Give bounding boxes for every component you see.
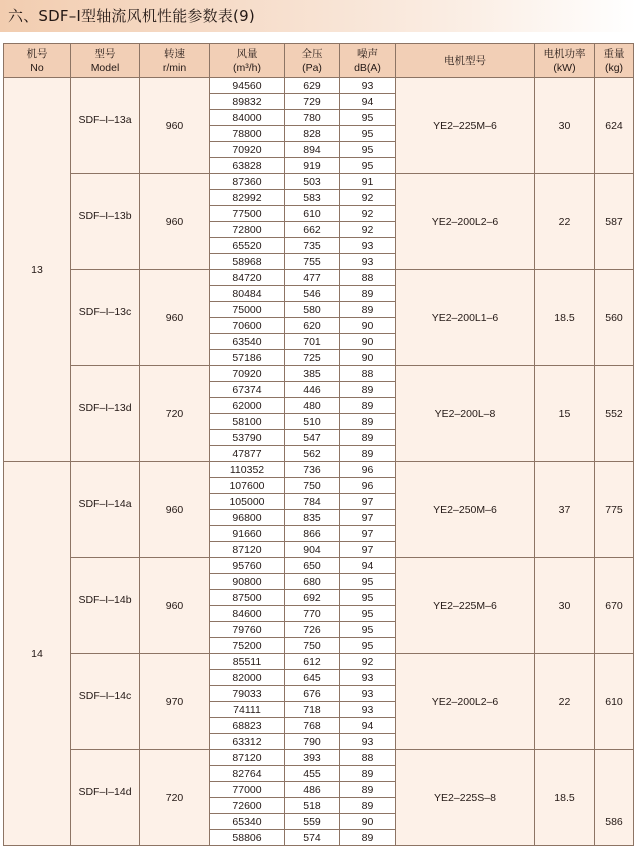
flow-cell: 87360 xyxy=(210,174,285,190)
speed-cell: 960 xyxy=(140,270,210,366)
pressure-cell: 580 xyxy=(285,302,340,318)
flow-cell: 95760 xyxy=(210,558,285,574)
noise-cell: 88 xyxy=(340,750,396,766)
pressure-cell: 718 xyxy=(285,702,340,718)
flow-cell: 87120 xyxy=(210,542,285,558)
noise-cell: 92 xyxy=(340,654,396,670)
pressure-cell: 559 xyxy=(285,814,340,830)
noise-cell: 90 xyxy=(340,814,396,830)
speed-cell: 960 xyxy=(140,558,210,654)
pressure-cell: 894 xyxy=(285,142,340,158)
model-cell: SDF–I–14a xyxy=(71,462,140,558)
noise-cell: 97 xyxy=(340,494,396,510)
speed-cell: 960 xyxy=(140,78,210,174)
noise-cell: 93 xyxy=(340,702,396,718)
pressure-cell: 562 xyxy=(285,446,340,462)
pressure-cell: 770 xyxy=(285,606,340,622)
header-flow: 风量 (m³/h) xyxy=(210,44,285,78)
power-cell: 37 xyxy=(535,462,595,558)
pressure-cell: 385 xyxy=(285,366,340,382)
noise-cell: 89 xyxy=(340,286,396,302)
noise-cell: 97 xyxy=(340,510,396,526)
table-row xyxy=(4,366,634,382)
noise-cell: 89 xyxy=(340,302,396,318)
pressure-cell: 629 xyxy=(285,78,340,94)
pressure-cell: 547 xyxy=(285,430,340,446)
speed-cell: 960 xyxy=(140,462,210,558)
weight-cell: 624 xyxy=(595,78,634,174)
table-row xyxy=(4,78,634,94)
flow-cell: 80484 xyxy=(210,286,285,302)
header-motor: 电机型号 xyxy=(396,44,535,78)
noise-cell: 89 xyxy=(340,830,396,846)
flow-cell: 96800 xyxy=(210,510,285,526)
flow-cell: 63828 xyxy=(210,158,285,174)
pressure-cell: 828 xyxy=(285,126,340,142)
flow-cell: 94560 xyxy=(210,78,285,94)
machine-no-cell: 14 xyxy=(4,462,71,846)
noise-cell: 96 xyxy=(340,462,396,478)
flow-cell: 65340 xyxy=(210,814,285,830)
noise-cell: 94 xyxy=(340,718,396,734)
pressure-cell: 866 xyxy=(285,526,340,542)
table-row xyxy=(4,462,634,478)
pressure-cell: 835 xyxy=(285,510,340,526)
flow-cell: 47877 xyxy=(210,446,285,462)
flow-cell: 87500 xyxy=(210,590,285,606)
header-power: 电机功率 (kW) xyxy=(535,44,595,78)
noise-cell: 93 xyxy=(340,734,396,750)
model-cell: SDF–I–13b xyxy=(71,174,140,270)
pressure-cell: 676 xyxy=(285,686,340,702)
pressure-cell: 790 xyxy=(285,734,340,750)
flow-cell: 58100 xyxy=(210,414,285,430)
motor-cell: YE2–225S–8 xyxy=(396,750,535,846)
noise-cell: 95 xyxy=(340,574,396,590)
noise-cell: 96 xyxy=(340,478,396,494)
noise-cell: 89 xyxy=(340,398,396,414)
flow-cell: 58806 xyxy=(210,830,285,846)
pressure-cell: 780 xyxy=(285,110,340,126)
flow-cell: 84720 xyxy=(210,270,285,286)
noise-cell: 93 xyxy=(340,78,396,94)
flow-cell: 84600 xyxy=(210,606,285,622)
noise-cell: 93 xyxy=(340,254,396,270)
flow-cell: 79033 xyxy=(210,686,285,702)
noise-cell: 92 xyxy=(340,206,396,222)
model-cell: SDF–I–13c xyxy=(71,270,140,366)
pressure-cell: 701 xyxy=(285,334,340,350)
pressure-cell: 784 xyxy=(285,494,340,510)
flow-cell: 82000 xyxy=(210,670,285,686)
flow-cell: 58968 xyxy=(210,254,285,270)
noise-cell: 97 xyxy=(340,542,396,558)
flow-cell: 85511 xyxy=(210,654,285,670)
noise-cell: 89 xyxy=(340,382,396,398)
pressure-cell: 510 xyxy=(285,414,340,430)
flow-cell: 72600 xyxy=(210,798,285,814)
header-speed: 转速 r/min xyxy=(140,44,210,78)
noise-cell: 88 xyxy=(340,270,396,286)
motor-cell: YE2–225M–6 xyxy=(396,78,535,174)
noise-cell: 93 xyxy=(340,670,396,686)
power-cell: 22 xyxy=(535,654,595,750)
noise-cell: 94 xyxy=(340,558,396,574)
motor-cell: YE2–250M–6 xyxy=(396,462,535,558)
noise-cell: 93 xyxy=(340,686,396,702)
pressure-cell: 477 xyxy=(285,270,340,286)
pressure-cell: 662 xyxy=(285,222,340,238)
flow-cell: 70600 xyxy=(210,318,285,334)
title-bar xyxy=(0,0,636,32)
header-model: 型号 Model xyxy=(71,44,140,78)
power-cell: 18.5 xyxy=(535,270,595,366)
flow-cell: 68823 xyxy=(210,718,285,734)
pressure-cell: 755 xyxy=(285,254,340,270)
weight-cell: 560 xyxy=(595,270,634,366)
speed-cell: 960 xyxy=(140,174,210,270)
pressure-cell: 650 xyxy=(285,558,340,574)
pressure-cell: 750 xyxy=(285,478,340,494)
noise-cell: 95 xyxy=(340,158,396,174)
flow-cell: 89832 xyxy=(210,94,285,110)
flow-cell: 107600 xyxy=(210,478,285,494)
pressure-cell: 919 xyxy=(285,158,340,174)
pressure-cell: 480 xyxy=(285,398,340,414)
pressure-cell: 610 xyxy=(285,206,340,222)
machine-no-cell: 13 xyxy=(4,78,71,462)
motor-cell: YE2–200L–8 xyxy=(396,366,535,462)
pressure-cell: 486 xyxy=(285,782,340,798)
motor-cell: YE2–225M–6 xyxy=(396,558,535,654)
weight-cell: 552 xyxy=(595,366,634,462)
model-cell: SDF–I–13d xyxy=(71,366,140,462)
flow-cell: 65520 xyxy=(210,238,285,254)
weight-cell: 610 xyxy=(595,654,634,750)
flow-cell: 62000 xyxy=(210,398,285,414)
pressure-cell: 725 xyxy=(285,350,340,366)
model-cell: SDF–I–14b xyxy=(71,558,140,654)
noise-cell: 90 xyxy=(340,334,396,350)
noise-cell: 89 xyxy=(340,782,396,798)
pressure-cell: 546 xyxy=(285,286,340,302)
table-header-row xyxy=(4,44,634,78)
weight-cell: 670 xyxy=(595,558,634,654)
flow-cell: 75000 xyxy=(210,302,285,318)
flow-cell: 53790 xyxy=(210,430,285,446)
flow-cell: 82992 xyxy=(210,190,285,206)
flow-cell: 74111 xyxy=(210,702,285,718)
table-row xyxy=(4,654,634,670)
speed-cell: 720 xyxy=(140,366,210,462)
noise-cell: 95 xyxy=(340,142,396,158)
pressure-cell: 750 xyxy=(285,638,340,654)
flow-cell: 77000 xyxy=(210,782,285,798)
noise-cell: 89 xyxy=(340,446,396,462)
power-cell: 30 xyxy=(535,558,595,654)
noise-cell: 91 xyxy=(340,174,396,190)
pressure-cell: 612 xyxy=(285,654,340,670)
pressure-cell: 729 xyxy=(285,94,340,110)
noise-cell: 92 xyxy=(340,190,396,206)
noise-cell: 94 xyxy=(340,94,396,110)
header-pressure: 全压 (Pa) xyxy=(285,44,340,78)
flow-cell: 91660 xyxy=(210,526,285,542)
flow-cell: 87120 xyxy=(210,750,285,766)
page-title: 六、SDF–I型轴流风机性能参数表(9) xyxy=(8,7,255,25)
flow-cell: 72800 xyxy=(210,222,285,238)
flow-cell: 84000 xyxy=(210,110,285,126)
pressure-cell: 446 xyxy=(285,382,340,398)
noise-cell: 95 xyxy=(340,126,396,142)
motor-cell: YE2–200L1–6 xyxy=(396,270,535,366)
noise-cell: 95 xyxy=(340,638,396,654)
pressure-cell: 735 xyxy=(285,238,340,254)
pressure-cell: 736 xyxy=(285,462,340,478)
noise-cell: 88 xyxy=(340,366,396,382)
noise-cell: 90 xyxy=(340,350,396,366)
speed-cell: 970 xyxy=(140,654,210,750)
noise-cell: 95 xyxy=(340,622,396,638)
noise-cell: 89 xyxy=(340,766,396,782)
power-cell: 30 xyxy=(535,78,595,174)
flow-cell: 63312 xyxy=(210,734,285,750)
noise-cell: 93 xyxy=(340,238,396,254)
flow-cell: 57186 xyxy=(210,350,285,366)
motor-cell: YE2–200L2–6 xyxy=(396,654,535,750)
pressure-cell: 503 xyxy=(285,174,340,190)
flow-cell: 75200 xyxy=(210,638,285,654)
header-weight: 重量 (kg) xyxy=(595,44,634,78)
pressure-cell: 692 xyxy=(285,590,340,606)
pressure-cell: 393 xyxy=(285,750,340,766)
noise-cell: 90 xyxy=(340,318,396,334)
pressure-cell: 574 xyxy=(285,830,340,846)
pressure-cell: 620 xyxy=(285,318,340,334)
flow-cell: 78800 xyxy=(210,126,285,142)
noise-cell: 95 xyxy=(340,110,396,126)
noise-cell: 97 xyxy=(340,526,396,542)
table-row xyxy=(4,558,634,574)
pressure-cell: 680 xyxy=(285,574,340,590)
flow-cell: 105000 xyxy=(210,494,285,510)
pressure-cell: 726 xyxy=(285,622,340,638)
pressure-cell: 768 xyxy=(285,718,340,734)
flow-cell: 63540 xyxy=(210,334,285,350)
header-no: 机号 No xyxy=(4,44,71,78)
flow-cell: 79760 xyxy=(210,622,285,638)
pressure-cell: 583 xyxy=(285,190,340,206)
flow-cell: 70920 xyxy=(210,366,285,382)
power-cell: 15 xyxy=(535,366,595,462)
noise-cell: 89 xyxy=(340,414,396,430)
pressure-cell: 455 xyxy=(285,766,340,782)
weight-cell: 587 xyxy=(595,174,634,270)
weight-cell: 775 xyxy=(595,462,634,558)
power-cell: 18.5 xyxy=(535,750,595,846)
noise-cell: 95 xyxy=(340,606,396,622)
power-cell: 22 xyxy=(535,174,595,270)
flow-cell: 82764 xyxy=(210,766,285,782)
performance-table xyxy=(3,43,634,846)
header-noise: 噪声 dB(A) xyxy=(340,44,396,78)
model-cell: SDF–I–14c xyxy=(71,654,140,750)
table-row xyxy=(4,270,634,286)
noise-cell: 89 xyxy=(340,430,396,446)
noise-cell: 89 xyxy=(340,798,396,814)
noise-cell: 95 xyxy=(340,590,396,606)
motor-cell: YE2–200L2–6 xyxy=(396,174,535,270)
flow-cell: 70920 xyxy=(210,142,285,158)
flow-cell: 67374 xyxy=(210,382,285,398)
pressure-cell: 645 xyxy=(285,670,340,686)
flow-cell: 90800 xyxy=(210,574,285,590)
pressure-cell: 904 xyxy=(285,542,340,558)
weight-cell: 586 xyxy=(595,750,634,846)
flow-cell: 110352 xyxy=(210,462,285,478)
model-cell: SDF–I–14d xyxy=(71,750,140,846)
flow-cell: 77500 xyxy=(210,206,285,222)
table-row xyxy=(4,750,634,766)
table-row xyxy=(4,174,634,190)
noise-cell: 92 xyxy=(340,222,396,238)
model-cell: SDF–I–13a xyxy=(71,78,140,174)
pressure-cell: 518 xyxy=(285,798,340,814)
speed-cell: 720 xyxy=(140,750,210,846)
